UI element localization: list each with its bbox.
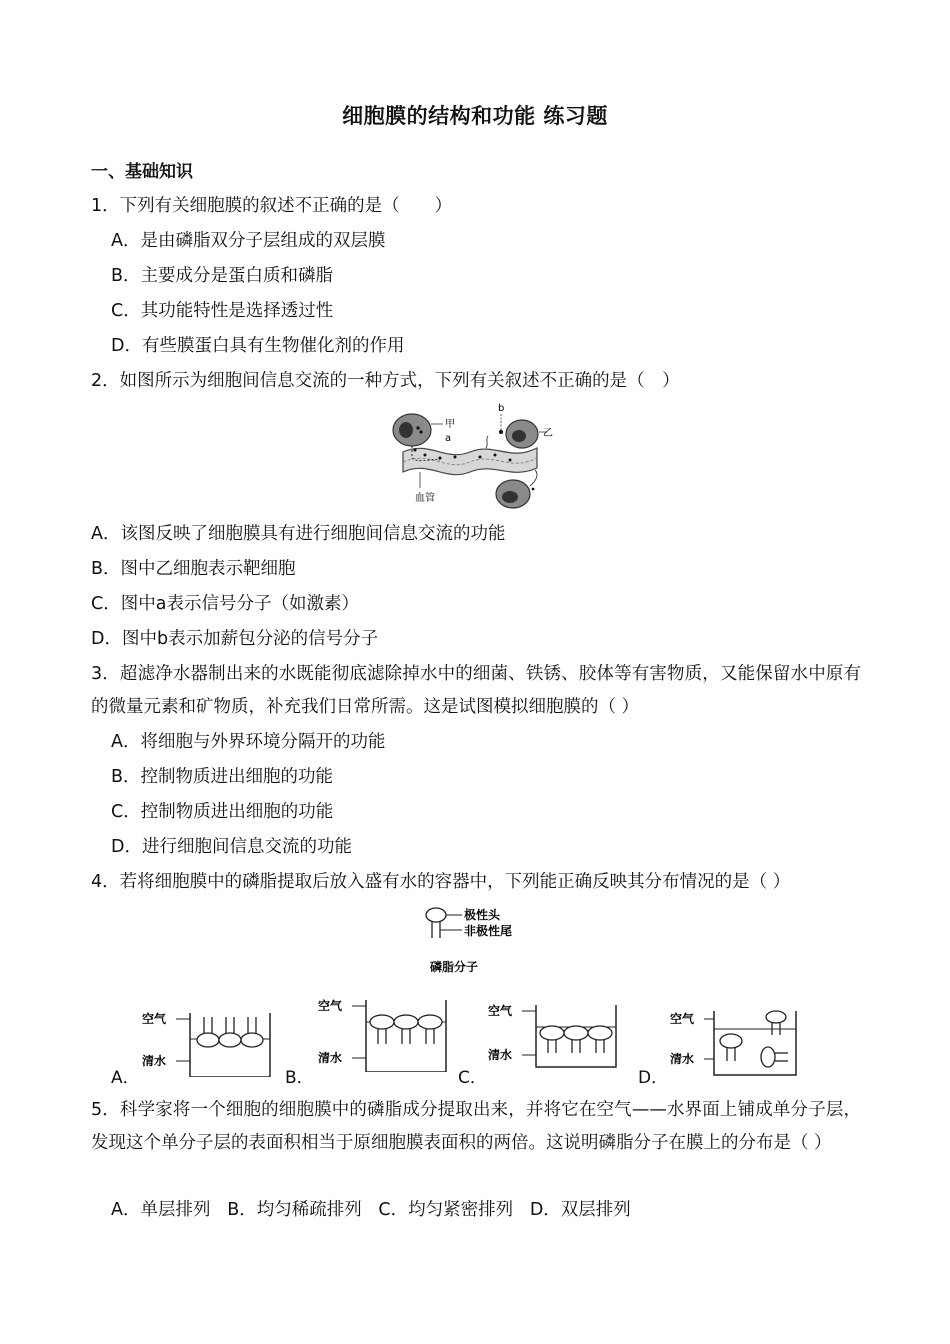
c-air-label: 空气 [488,1004,513,1018]
q3-option-d: D．进行细胞间信息交流的功能 [111,837,352,857]
q4-diagram-b [316,990,456,1072]
b-air-label: 空气 [318,999,343,1013]
q5-options-row [111,1198,631,1222]
q3-option-a: A．将细胞与外界环境分隔开的功能 [111,732,386,752]
q4-diagram-a [140,995,280,1077]
q2-option-b: B．图中乙细胞表示靶细胞 [91,559,296,579]
c-water-label: 清水 [488,1048,513,1062]
q5-option-b: B．均匀稀疏排列 [227,1200,362,1220]
page-title: 细胞膜的结构和功能 练习题 [342,104,608,128]
q1-option-d: D．有些膜蛋白具有生物催化剂的作用 [111,336,405,356]
polar-head-shape [426,908,446,922]
q4-stem: 4．若将细胞膜中的磷脂提取后放入盛有水的容器中，下列能正确反映其分布情况的是（ ） [91,872,791,892]
section-heading: 一、基础知识 [91,162,193,182]
a-water-label: 清水 [142,1054,167,1068]
q2-option-a: A．该图反映了细胞膜具有进行细胞间信息交流的功能 [91,524,506,544]
q2-option-c: C．图中a表示信号分子（如激素） [91,594,359,614]
legend-head: 极性头 [464,908,501,922]
q4-choice-a: A． [111,1068,140,1088]
d-water-label: 清水 [670,1052,695,1066]
q1-stem: 1．下列有关细胞膜的叙述不正确的是（ ） [91,196,453,216]
q5-option-d: D．双层排列 [529,1200,631,1220]
d-air-label: 空气 [670,1012,695,1026]
q1-option-c: C．其功能特性是选择透过性 [111,301,334,321]
label-b: b [498,403,505,414]
q4-diagram-c [486,995,626,1077]
label-a: a [445,433,452,444]
cell-signaling-figure [385,400,555,512]
q1-option-a: A．是由磷脂双分子层组成的双层膜 [111,231,386,251]
q4-diagram-d [668,995,808,1077]
q5-stem: 5．科学家将一个细胞的细胞膜中的磷脂成分提取出来，并将它在空气——水界面上铺成单分子层，发现这个单分子层的表面积相当于原细胞膜表面积的两倍。这说明磷脂分子在膜上的分布是（ ） [91,1100,861,1153]
q3-stem: 3．超滤净水器制出来的水既能彻底滤除掉水中的细菌、铁锈、胶体等有害物质，又能保留水中原有的微量元素和矿物质，补充我们日常所需。这是试图模拟细胞膜的（ ） [91,664,861,717]
q4-choice-d: D． [638,1068,669,1088]
q3-option-c: C．控制物质进出细胞的功能 [111,802,334,822]
q3-option-b: B．控制物质进出细胞的功能 [111,767,334,787]
q4-choice-b: B． [285,1068,314,1088]
q5-option-a: A．单层排列 [111,1200,211,1220]
b-water-label: 清水 [318,1051,343,1065]
label-jia: 甲 [445,419,455,430]
q5-option-c: C．均匀紧密排列 [378,1200,514,1220]
label-yi: 乙 [543,428,553,439]
phospholipid-legend [418,904,538,978]
a-air-label: 空气 [142,1012,167,1026]
legend-tail: 非极性尾 [464,924,513,938]
q1-option-b: B．主要成分是蛋白质和磷脂 [111,266,334,286]
q4-choice-c: C． [458,1068,487,1088]
blood-vessel [403,448,537,475]
legend-caption: 磷脂分子 [430,960,479,974]
q2-option-d: D．图中b表示加薪包分泌的信号分子 [91,629,379,649]
label-vessel: 血管 [415,493,435,504]
q2-stem: 2．如图所示为细胞间信息交流的一种方式，下列有关叙述不正确的是（ ） [91,371,680,391]
